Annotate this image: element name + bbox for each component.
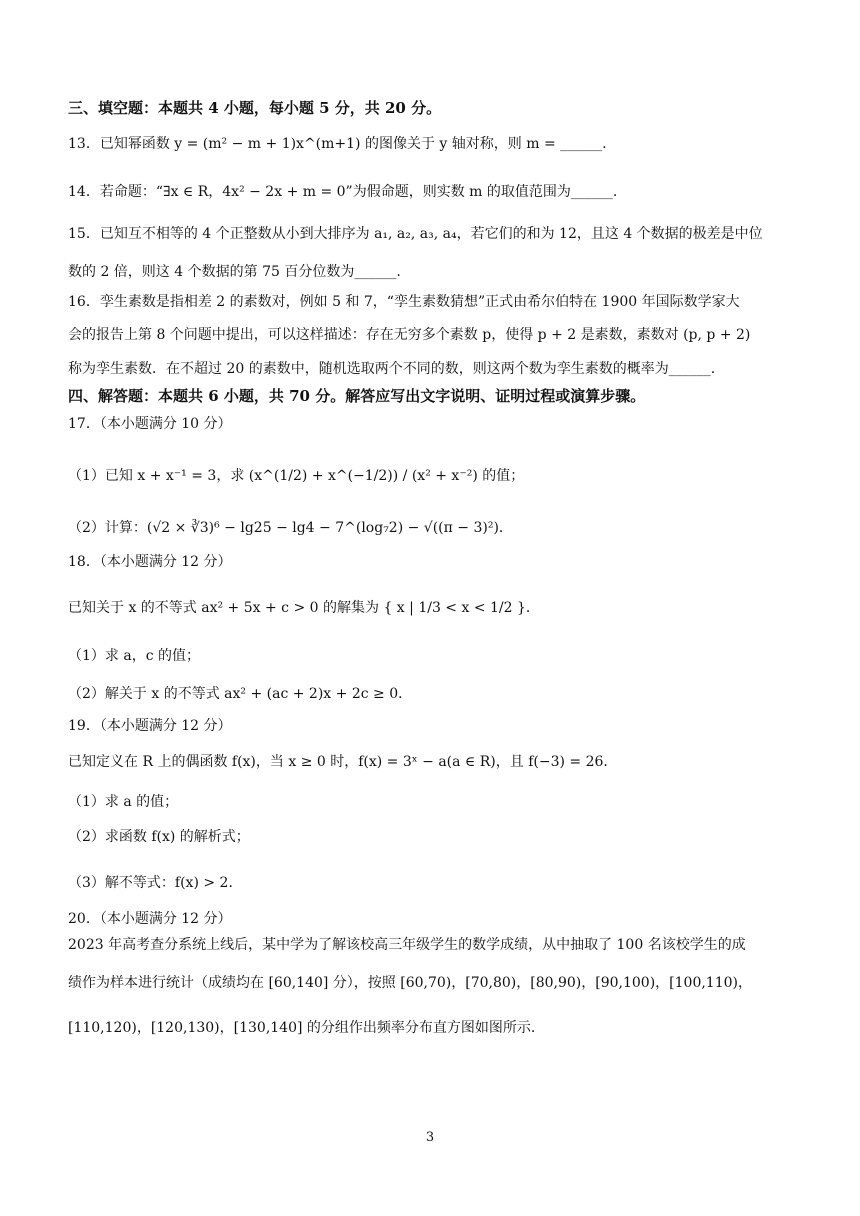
question-17-part-1: （1）已知 x + x⁻¹ = 3，求 (x^(1/2) + x^(−1/2)) / (x² + x⁻²) 的值； [68, 468, 525, 484]
question-18-part-2: （2）解关于 x 的不等式 ax² + (ac + 2)x + 2c ≥ 0． [68, 686, 413, 702]
question-18-stem: 已知关于 x 的不等式 ax² + 5x + c > 0 的解集为 { x | 1/3 < x < 1/2 }． [68, 600, 540, 616]
question-15-line-2: 数的 2 倍，则这 4 个数据的第 75 百分位数为______. [68, 264, 401, 280]
question-17-header: 17．（本小题满分 10 分） [68, 416, 232, 432]
question-20-line-3: [110,120)，[120,130)，[130,140] 的分组作出频率分布直方图如图所示. [68, 1020, 536, 1036]
question-20-header: 20．（本小题满分 12 分） [68, 911, 232, 927]
question-19-stem: 已知定义在 R 上的偶函数 f(x)，当 x ≥ 0 时，f(x) = 3ˣ − a(a ∈ R)，且 f(−3) = 26． [68, 754, 618, 770]
question-15-line-1: 15．已知互不相等的 4 个正整数从小到大排序为 a₁, a₂, a₃, a₄，若它们的和为 12，且这 4 个数据的极差是中位 [68, 226, 763, 242]
question-19-part-1: （1）求 a 的值； [68, 794, 179, 810]
question-16-line-2: 会的报告上第 8 个问题中提出，可以这样描述：存在无穷多个素数 p，使得 p + 2 是素数，素数对 (p, p + 2) [68, 327, 751, 343]
question-20-line-2: 绩作为样本进行统计（成绩均在 [60,140] 分），按照 [60,70)，[70,80)，[80,90)，[90,100)，[100,110)， [68, 975, 752, 991]
question-19-part-2: （2）求函数 f(x) 的解析式； [68, 829, 250, 845]
question-18-part-1: （1）求 a，c 的值； [68, 648, 200, 664]
question-14: 14．若命题：“∃x ∈ R，4x² − 2x + m = 0”为假命题，则实数 m 的取值范围为______. [68, 184, 618, 200]
section-4-heading: 四、解答题：本题共 6 小题，共 70 分。解答应写出文字说明、证明过程或演算步骤。 [68, 387, 646, 405]
page-number: 3 [425, 1130, 435, 1145]
question-19-header: 19．（本小题满分 12 分） [68, 718, 232, 734]
section-3-heading: 三、填空题：本题共 4 小题，每小题 5 分，共 20 分。 [68, 99, 442, 117]
question-18-header: 18．（本小题满分 12 分） [68, 554, 232, 570]
question-17-part-2: （2）计算：(√2 × ∛3)⁶ − lg25 − lg4 − 7^(log₇2) − √((π − 3)²)． [68, 520, 513, 536]
question-13: 13．已知幂函数 y = (m² − m + 1)x^(m+1) 的图像关于 y 轴对称，则 m = ______. [68, 136, 607, 152]
question-19-part-3: （3）解不等式：f(x) > 2． [68, 875, 243, 891]
question-16-line-1: 16．孪生素数是指相差 2 的素数对，例如 5 和 7，“孪生素数猜想”正式由希尔伯特在 1900 年国际数学家大 [68, 294, 740, 310]
question-16-line-3: 称为孪生素数．在不超过 20 的素数中，随机选取两个不同的数，则这两个数为孪生素数的概率为______. [68, 361, 716, 377]
question-20-line-1: 2023 年高考查分系统上线后，某中学为了解该校高三年级学生的数学成绩，从中抽取了 100 名该校学生的成 [68, 937, 746, 953]
